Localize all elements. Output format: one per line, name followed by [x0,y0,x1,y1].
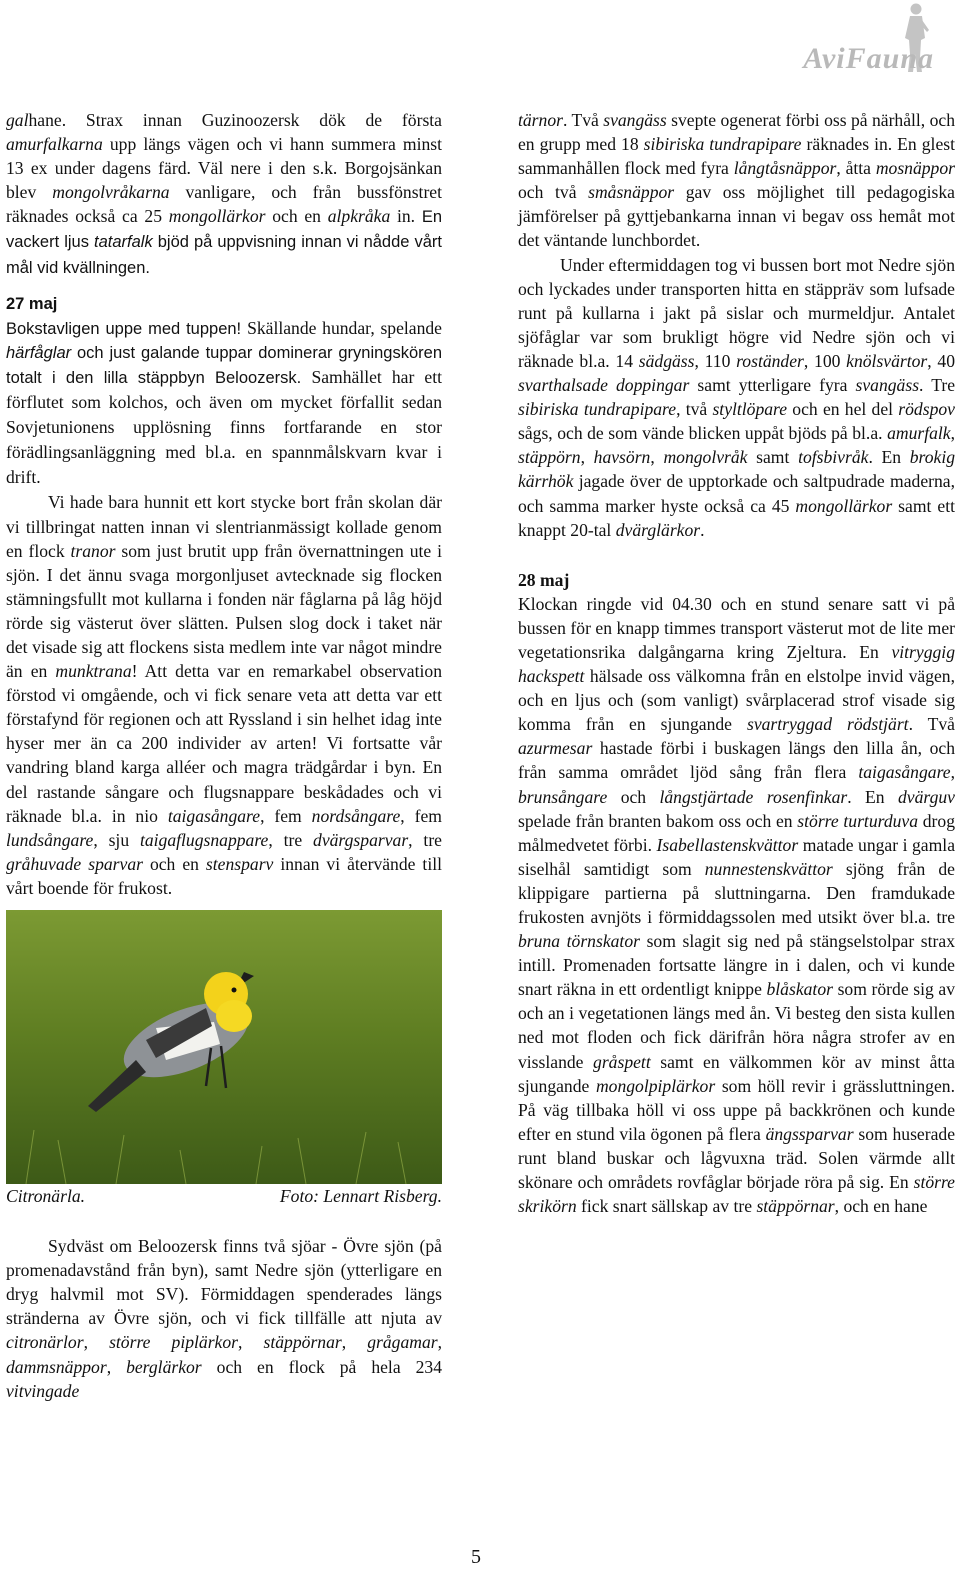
paragraph: tärnor. Två svangäss svepte ogenerat förbi oss på närhåll, och en grupp med 18 sibiriska tundrapipare räknades in. En glest sammanhållen flock med fyra långtåsnäppor, åtta mosnäppor och två småsnäppor gav oss möjlighet till pedagogiska jämförelser på gyttjebankarna innan vi begav oss hemåt mot det väntande lunchbordet. [518,110,956,251]
page-number: 5 [471,1546,481,1568]
photo-caption [6,1184,442,1208]
paragraph: Sydväst om Beloozersk finns två sjöar - Övre sjön (på promenadavstånd från byn), samt Nedre sjön (ytterligare en dryg halvmil mot SV). Förmiddagen spenderades längs stränderna av Övre sjön, och vi fick tillfälle att njuta av citronärlor, större piplärkor, stäppörnar, grågamar, dammsnäppor, berglärkor och en flock på hela 234 vitvingade [6,1236,443,1401]
citronella-photo [6,910,442,1184]
paragraph: galhane. Strax innan Guzinoozersk dök de första amurfalkarna upp längs vägen och vi hann summera minst 13 ex under dagens färd. Väl nere i den s.k. Borgojsänkan blev mongolvråkarna vanligare, och från bussfönstret räknades också ca 25 mongollärkor och en alpkråka in. En vackert ljus tatarfalk bjöd på uppvisning innan vi nådde vårt mål vid kvällningen. [6,110,443,277]
caption-title: Citronärla. [6,1186,86,1206]
left-column [6,108,442,1403]
avifauna-logo [734,2,934,80]
spacer [518,542,955,568]
paragraph: Under eftermiddagen tog vi bussen bort mot Nedre sjön och lyckades under transporten hitta en stäppräv som lufsade runt på kullarna i jakt på sislar och murmeldjur. Antalet sjöfåglar var som brukligt högre vid Nedre sjön och vi räknade bl.a. 14 sädgäss, 110 roständer, 100 knölsvärtor, 40 svarthalsade doppingar samt ytterligare fyra svangäss. Tre sibiriska tundrapipare, två styltlöpare och en hel del rödspov sågs, och de som vände blicken uppåt bjöds på bl.a. amurfalk, stäppörn, havsörn, mongolvråk samt tofsbivråk. En brokig kärrhök jagade över de upptorkade och saltpudrade maderna, och samma marker hyste också ca 45 mongollärkor samt ett knappt 20-tal dvärglärkor. [518,254,956,540]
section-heading: 27 maj [6,294,58,313]
photo-credit: Foto: Lennart Risberg. [279,1186,442,1206]
paragraph: Bokstavligen uppe med tuppen! Skällande hundar, spelande härfåglar och just galande tuppar dominerar gryningskören totalt i den lilla stäppbyn Beloozersk. Samhället har ett förflutet som kolchos, och även om mycket förfallit sedan Sovjetunionens upplösning finns fortfarande en stor förädlingsanläggning med bl.a. en spannmålskvarn kvar i drift. [6,317,442,488]
section-heading: 28 maj [518,569,570,590]
logo-text: AviFauna [803,42,934,75]
paragraph: Vi hade bara hunnit ett kort stycke bort från skolan där vi tillbringat natten innan vi slentrianmässigt kollade genom en flock tranor som just brutit upp från övernattningen ute i sjön. I det ännu svaga morgonljuset avtecknade sig flocken stämningsfullt mot kullarna i fonden när fåglarna på låg höjd rörde sig västerut över slätten. Pulsen slog dock i taket när det visade sig att flockens sista medlem inte var något mindre än en munktrana! Att detta var en remarkabel observation förstod vi omgående, och vi fick senare veta att detta var ett förstafynd för regionen och att Ryssland i sin helhet idag inte hyser mer än ca 200 individer av arten! Vi fortsatte vår vandring bland karga alléer och magra trädgårdar i byn. En del rastande sångare och flugsnappare beskådades och vi räknade bl.a. in nio taigasångare, fem nordsångare, fem lundsångare, sju taigaflugsnappare, tre dvärgsparvar, tre gråhuvade sparvar och en stensparv innan vi återvände till vårt boende för frukost. [6,492,442,898]
right-column [518,108,955,1218]
paragraph: Klockan ringde vid 04.30 och en stund senare satt vi på bussen för en knapp timmes transport västerut mot de lite mer vegetationsrika dalgångarna kring Zjeltura. En vitryggig hackspett hälsade oss välkomna från en elstolpe invid vägen, och en ljus och (som vanligt) svårplacerad strof visade sig komma från en sjungande svartryggad rödstjärt. Två azurmesar hastade förbi i buskagen längs den lilla ån, och från samma området ljöd sång från flera taigasångare, brunsångare och långstjärtade rosenfinkar. En dvärguv spelade från branten bakom oss och en större turturduva drog målmedvetet förbi. Isabellastenskvättor matade ungar i gamla siselhål samtidigt som nunnestenskvättor sjöng från de klippigare partierna på sluttningarna. Den framdukade frukosten avnjöts i förmiddagssolen med utsikt över bl.a. tre bruna törnskator som slagit sig ned på stängselstolpar strax intill. Promenaden fortsatte längre in i dalen, och vi kunde snart räkna in ett ordentligt knippe blåskator som rörde sig av och an i vegetationen längs med ån. Vi besteg den sista kullen ned mot floden och fick därifrån höra några strofer av en visslande gråspett samt en välkommen kör av minst åtta sjungande mongolpiplärkor som höll revir i grässluttningen. På väg tillbaka höll vi oss uppe på backkrönen och kunde efter en stund vila ögonen på flera ängssparvar som huserade runt bland buskar och lågvuxna träd. Solen värmde allt skönare och områdets rovfåglar började röra på sig. En större skrikörn fick snart sällskap av tre stäppörnar, och en hane [518,593,956,1217]
